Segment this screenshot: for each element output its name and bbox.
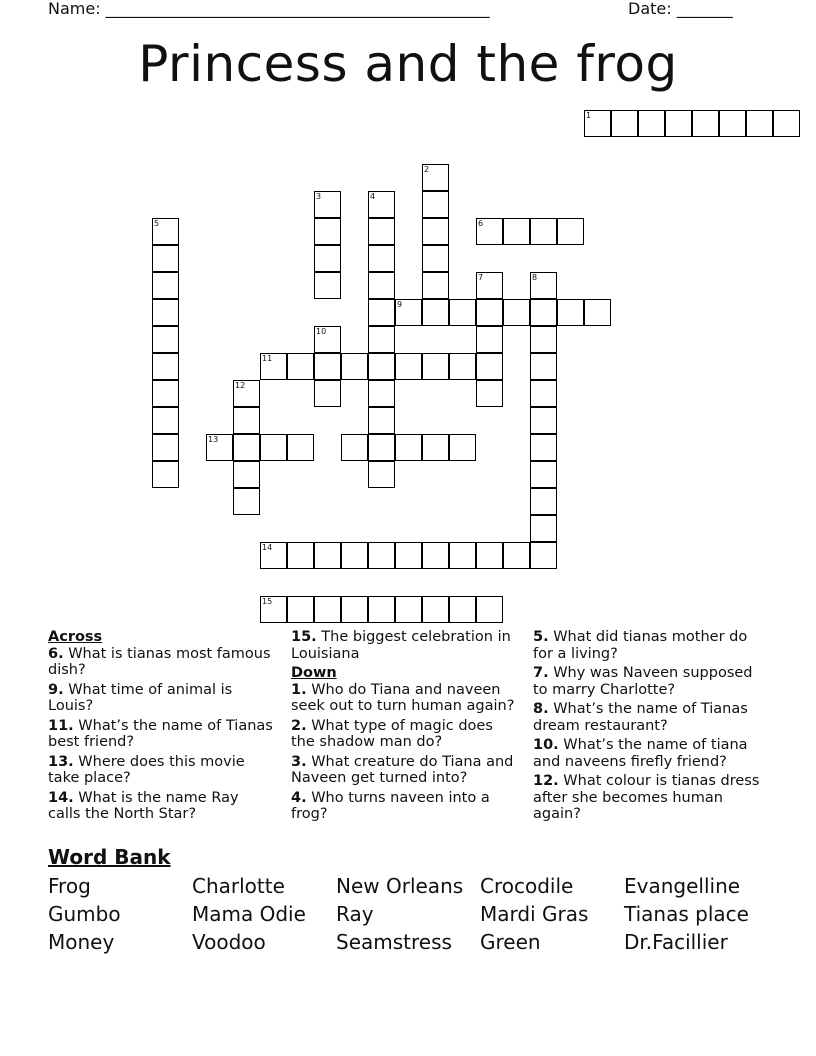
crossword-cell[interactable] <box>314 380 341 407</box>
word-bank-row <box>48 874 788 902</box>
crossword-cell[interactable] <box>476 542 503 569</box>
crossword-cell[interactable] <box>368 407 395 434</box>
crossword-cell[interactable] <box>341 596 368 623</box>
clue-down-5 <box>533 629 765 662</box>
crossword-cell[interactable] <box>530 272 557 299</box>
crossword-cell[interactable] <box>314 272 341 299</box>
crossword-cell[interactable] <box>449 353 476 380</box>
clue-number-label: 8 <box>532 273 538 282</box>
clue-number-label: 3 <box>316 192 322 201</box>
crossword-cell[interactable] <box>449 434 476 461</box>
crossword-cell[interactable] <box>422 596 449 623</box>
clue-number: 12. <box>533 773 559 789</box>
crossword-cell[interactable] <box>287 542 314 569</box>
across-heading: Across <box>48 629 103 645</box>
clue-number: 9. <box>48 681 64 698</box>
clue-number: 4. <box>291 789 307 806</box>
crossword-cell[interactable] <box>530 326 557 353</box>
clue-down-4 <box>291 790 521 823</box>
crossword-cell[interactable] <box>233 434 260 461</box>
word-bank-word: Frog <box>48 874 91 898</box>
word-bank-word: Crocodile <box>480 874 574 898</box>
crossword-cell[interactable] <box>368 299 395 326</box>
crossword-cell[interactable] <box>530 299 557 326</box>
crossword-cell[interactable] <box>503 542 530 569</box>
clue-number: 8. <box>533 701 549 717</box>
crossword-cell[interactable] <box>476 272 503 299</box>
clue-number: 14. <box>48 789 74 806</box>
clue-text: What’s the name of tiana and naveens firefly friend? <box>533 737 748 770</box>
word-bank-word: Mardi Gras <box>480 902 589 926</box>
clue-number-label: 1 <box>586 111 592 120</box>
crossword-cell[interactable] <box>422 191 449 218</box>
crossword-cell[interactable] <box>287 434 314 461</box>
crossword-cell[interactable] <box>260 434 287 461</box>
word-bank-word: Mama Odie <box>192 902 306 926</box>
word-bank-word: Gumbo <box>48 902 121 926</box>
crossword-cell[interactable] <box>368 245 395 272</box>
crossword-cell[interactable] <box>152 272 179 299</box>
clue-down-8 <box>533 701 765 734</box>
clue-across-6 <box>48 646 273 679</box>
crossword-cell[interactable] <box>449 299 476 326</box>
crossword-cell[interactable] <box>368 272 395 299</box>
clue-text: What’s the name of Tianas best friend? <box>48 717 273 750</box>
crossword-cell[interactable] <box>368 218 395 245</box>
crossword-cell[interactable] <box>395 353 422 380</box>
clues-column-2 <box>291 629 521 826</box>
clue-number: 3. <box>291 753 307 770</box>
crossword-cell[interactable] <box>152 353 179 380</box>
clue-down-1 <box>291 682 521 715</box>
crossword-cell[interactable] <box>368 353 395 380</box>
clue-across-15 <box>291 629 521 662</box>
clue-down-12 <box>533 773 765 823</box>
crossword-cell[interactable] <box>395 299 422 326</box>
crossword-cell[interactable] <box>152 326 179 353</box>
crossword-cell[interactable] <box>476 218 503 245</box>
word-bank-word: Tianas place <box>624 902 749 926</box>
word-bank-word: New Orleans <box>336 874 464 898</box>
crossword-cell[interactable] <box>314 542 341 569</box>
clue-text: What is the name Ray calls the North Star? <box>48 789 239 822</box>
crossword-cell[interactable] <box>395 434 422 461</box>
clue-number-label: 6 <box>478 219 484 228</box>
crossword-cell[interactable] <box>341 542 368 569</box>
date-field-label: Date: _______ <box>628 0 733 18</box>
crossword-cell[interactable] <box>368 434 395 461</box>
clue-number-label: 2 <box>424 165 430 174</box>
clue-across-14 <box>48 790 273 823</box>
clue-down-10 <box>533 737 765 770</box>
crossword-cell[interactable] <box>530 380 557 407</box>
crossword-cell[interactable] <box>152 245 179 272</box>
crossword-cell[interactable] <box>476 353 503 380</box>
crossword-cell[interactable] <box>152 218 179 245</box>
clue-text: What is tianas most famous dish? <box>48 645 271 678</box>
clue-number-label: 9 <box>397 300 403 309</box>
word-bank-row <box>48 930 788 958</box>
crossword-cell[interactable] <box>530 434 557 461</box>
clue-number-label: 11 <box>262 354 273 363</box>
clues-column-3 <box>533 629 765 826</box>
clue-text: What type of magic does the shadow man do? <box>291 717 493 750</box>
crossword-cell[interactable] <box>503 299 530 326</box>
crossword-cell[interactable] <box>368 542 395 569</box>
crossword-cell[interactable] <box>368 380 395 407</box>
clue-across-13 <box>48 754 273 787</box>
crossword-cell[interactable] <box>233 488 260 515</box>
clue-number: 13. <box>48 753 74 770</box>
clues-column-1 <box>48 629 273 826</box>
crossword-cell[interactable] <box>530 461 557 488</box>
clue-down-2 <box>291 718 521 751</box>
word-bank-row <box>48 902 788 930</box>
crossword-cell[interactable] <box>773 110 800 137</box>
name-field-label: Name: ________________________________________________ <box>48 0 490 18</box>
word-bank-word: Seamstress <box>336 930 452 954</box>
crossword-cell[interactable] <box>557 299 584 326</box>
crossword-cell[interactable] <box>449 596 476 623</box>
crossword-cell[interactable] <box>422 353 449 380</box>
crossword-cell[interactable] <box>314 218 341 245</box>
clue-text: Who do Tiana and naveen seek out to turn human again? <box>291 681 515 714</box>
crossword-cell[interactable] <box>530 542 557 569</box>
crossword-cell[interactable] <box>422 299 449 326</box>
clue-text: What did tianas mother do for a living? <box>533 629 748 662</box>
crossword-cell[interactable] <box>287 353 314 380</box>
page-title: Princess and the frog <box>138 35 678 93</box>
word-bank-word: Dr.Facillier <box>624 930 728 954</box>
word-bank-word: Money <box>48 930 115 954</box>
clue-number-label: 4 <box>370 192 376 201</box>
crossword-cell[interactable] <box>530 218 557 245</box>
clue-text: What colour is tianas dress after she becomes human again? <box>533 773 760 822</box>
clue-text: Who turns naveen into a frog? <box>291 789 490 822</box>
crossword-cell[interactable] <box>152 380 179 407</box>
word-bank <box>48 874 788 958</box>
crossword-cell[interactable] <box>233 380 260 407</box>
crossword-cell[interactable] <box>287 596 314 623</box>
crossword-cell[interactable] <box>395 596 422 623</box>
crossword-cell[interactable] <box>233 407 260 434</box>
crossword-cell[interactable] <box>152 434 179 461</box>
clue-number: 2. <box>291 717 307 734</box>
clue-text: The biggest celebration in Louisiana <box>291 629 511 662</box>
crossword-cell[interactable] <box>422 272 449 299</box>
word-bank-word: Green <box>480 930 541 954</box>
crossword-cell[interactable] <box>368 461 395 488</box>
crossword-cell[interactable] <box>665 110 692 137</box>
crossword-cell[interactable] <box>422 542 449 569</box>
crossword-cell[interactable] <box>422 434 449 461</box>
clue-text: What time of animal is Louis? <box>48 681 233 714</box>
crossword-cell[interactable] <box>476 299 503 326</box>
clue-across-11 <box>48 718 273 751</box>
word-bank-word: Evangelline <box>624 874 741 898</box>
crossword-cell[interactable] <box>476 596 503 623</box>
crossword-cell[interactable] <box>368 191 395 218</box>
word-bank-word: Charlotte <box>192 874 285 898</box>
crossword-cell[interactable] <box>152 407 179 434</box>
crossword-cell[interactable] <box>395 542 422 569</box>
clue-number: 5. <box>533 629 549 645</box>
crossword-cell[interactable] <box>314 596 341 623</box>
clue-number: 6. <box>48 645 64 662</box>
word-bank-title: Word Bank <box>48 845 171 869</box>
crossword-cell[interactable] <box>449 542 476 569</box>
crossword-cell[interactable] <box>260 542 287 569</box>
crossword-cell[interactable] <box>314 245 341 272</box>
crossword-cell[interactable] <box>260 596 287 623</box>
crossword-cell[interactable] <box>584 110 611 137</box>
crossword-cell[interactable] <box>422 218 449 245</box>
crossword-cell[interactable] <box>233 461 260 488</box>
crossword-cell[interactable] <box>152 299 179 326</box>
crossword-cell[interactable] <box>584 299 611 326</box>
clue-text: Where does this movie take place? <box>48 753 245 786</box>
clue-number-label: 10 <box>316 327 327 336</box>
crossword-cell[interactable] <box>422 245 449 272</box>
crossword-cell[interactable] <box>503 218 530 245</box>
clue-number-label: 7 <box>478 273 484 282</box>
crossword-cell[interactable] <box>530 407 557 434</box>
crossword-cell[interactable] <box>314 326 341 353</box>
crossword-cell[interactable] <box>314 191 341 218</box>
word-bank-word: Ray <box>336 902 374 926</box>
crossword-cell[interactable] <box>152 461 179 488</box>
clue-number-label: 5 <box>154 219 160 228</box>
clue-number: 10. <box>533 737 559 753</box>
crossword-cell[interactable] <box>719 110 746 137</box>
crossword-cell[interactable] <box>530 353 557 380</box>
crossword-cell[interactable] <box>260 353 287 380</box>
crossword-cell[interactable] <box>368 596 395 623</box>
crossword-cell[interactable] <box>368 326 395 353</box>
crossword-cell[interactable] <box>476 380 503 407</box>
crossword-cell[interactable] <box>530 515 557 542</box>
crossword-cell[interactable] <box>638 110 665 137</box>
crossword-cell[interactable] <box>746 110 773 137</box>
clue-down-7 <box>533 665 765 698</box>
crossword-cell[interactable] <box>692 110 719 137</box>
crossword-cell[interactable] <box>422 164 449 191</box>
crossword-cell[interactable] <box>530 488 557 515</box>
down-heading: Down <box>291 665 337 681</box>
crossword-cell[interactable] <box>341 353 368 380</box>
clue-text: Why was Naveen supposed to marry Charlotte? <box>533 665 753 698</box>
clue-number: 1. <box>291 681 307 698</box>
clue-number: 11. <box>48 717 74 734</box>
crossword-cell[interactable] <box>557 218 584 245</box>
clue-number-label: 14 <box>262 543 273 552</box>
crossword-cell[interactable] <box>611 110 638 137</box>
clue-number: 15. <box>291 629 317 645</box>
clue-across-9 <box>48 682 273 715</box>
clue-down-3 <box>291 754 521 787</box>
clue-text: What creature do Tiana and Naveen get turned into? <box>291 753 514 786</box>
crossword-cell[interactable] <box>314 353 341 380</box>
crossword-cell[interactable] <box>476 326 503 353</box>
clue-text: What’s the name of Tianas dream restaurant? <box>533 701 748 734</box>
clue-number-label: 15 <box>262 597 273 606</box>
crossword-cell[interactable] <box>341 434 368 461</box>
clue-number-label: 13 <box>208 435 219 444</box>
word-bank-word: Voodoo <box>192 930 266 954</box>
clue-number: 7. <box>533 665 549 681</box>
crossword-cell[interactable] <box>206 434 233 461</box>
clue-number-label: 12 <box>235 381 246 390</box>
